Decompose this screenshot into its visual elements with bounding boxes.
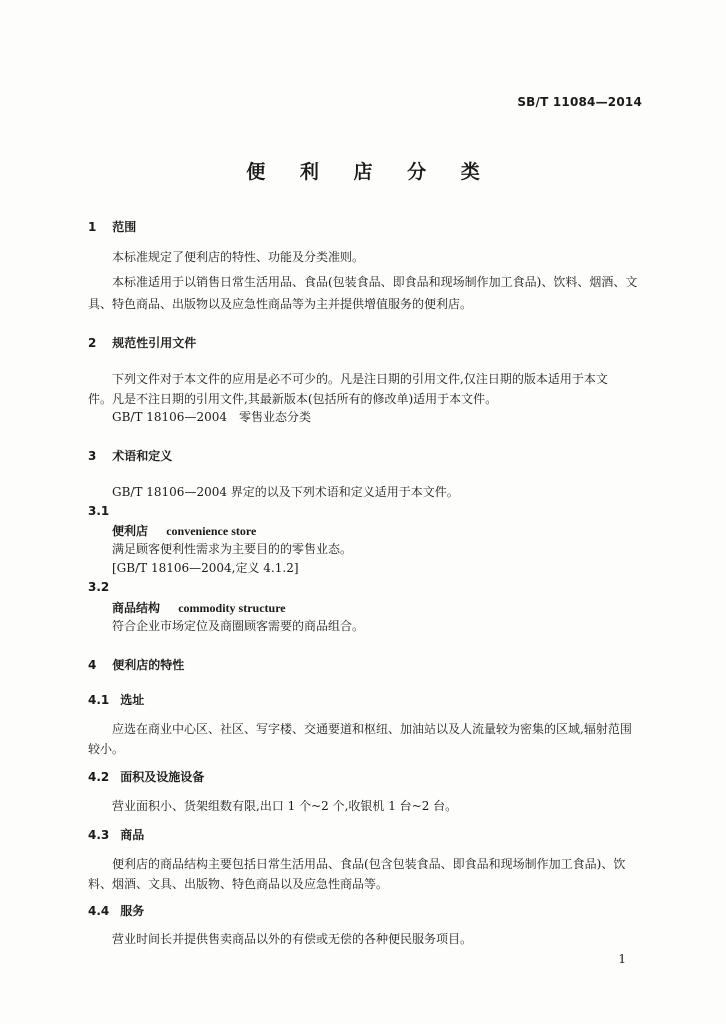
- section-title: 规范性引用文件: [112, 336, 197, 350]
- subsection-number: 4.4: [88, 904, 110, 918]
- section-3-heading: [88, 447, 172, 464]
- paragraph: 营业时间长并提供售卖商品以外的有偿或无偿的各种便民服务项目。: [112, 932, 473, 946]
- section-number: 2: [88, 336, 97, 350]
- document-title: 便 利 店 分 类: [246, 161, 494, 183]
- subsection-number: 4.3: [88, 828, 110, 842]
- term-zh: 便利店: [112, 524, 149, 538]
- paragraph: 便利店的商品结构主要包括日常生活用品、食品(包含包装食品、即食品和现场制作加工食品)、饮: [112, 857, 626, 871]
- section-4-heading: [88, 656, 184, 673]
- normative-reference: GB/T 18106—2004 零售业态分类: [112, 410, 311, 424]
- paragraph: 应选在商业中心区、社区、写字楼、交通要道和枢纽、加油站以及人流量较为密集的区域,辐射范围: [112, 722, 632, 736]
- section-number: 1: [88, 220, 97, 234]
- section-title: 术语和定义: [112, 449, 173, 463]
- paragraph: 下列文件对于本文件的应用是必不可少的。凡是注日期的引用文件,仅注日期的版本适用于本文: [112, 372, 608, 386]
- subsection-4-1-heading: [88, 691, 144, 708]
- page-number: 1: [618, 952, 626, 966]
- subsection-4-3-heading: [88, 826, 144, 843]
- subsection-number: 4.1: [88, 693, 110, 707]
- paragraph-continuation: 件。凡是不注日期的引用文件,其最新版本(包括所有的修改单)适用于本文件。: [88, 392, 498, 406]
- term-number: 3.2: [88, 580, 110, 594]
- paragraph-continuation: 具、特色商品、出版物以及应急性商品等为主并提供增值服务的便利店。: [88, 297, 473, 311]
- paragraph: GB/T 18106—2004 界定的以及下列术语和定义适用于本文件。: [112, 485, 459, 499]
- term-entry: [112, 522, 256, 539]
- term-en: convenience store: [166, 524, 257, 538]
- subsection-4-2-heading: [88, 768, 204, 785]
- standard-code: SB/T 11084—2014: [517, 95, 642, 109]
- paragraph: 营业面积小、货架组数有限,出口 1 个~2 个,收银机 1 台~2 台。: [112, 799, 458, 813]
- term-zh: 商品结构: [112, 601, 161, 615]
- subsection-number: 4.2: [88, 770, 110, 784]
- term-en: commodity structure: [178, 601, 286, 615]
- paragraph-continuation: 料、烟酒、文具、出版物、特色商品以及应急性商品等。: [88, 877, 389, 891]
- section-title: 便利店的特性: [112, 658, 185, 672]
- section-2-heading: [88, 334, 196, 351]
- section-number: 4: [88, 658, 97, 672]
- term-number: 3.1: [88, 504, 110, 518]
- subsection-title: 面积及设施设备: [120, 770, 205, 784]
- term-entry: [112, 599, 286, 616]
- section-number: 3: [88, 449, 97, 463]
- paragraph: 本标准适用于以销售日常生活用品、食品(包装食品、即食品和现场制作加工食品)、饮料、烟酒、文: [112, 275, 638, 289]
- paragraph: 本标准规定了便利店的特性、功能及分类准则。: [112, 250, 365, 264]
- subsection-title: 服务: [120, 904, 145, 918]
- subsection-title: 商品: [120, 828, 145, 842]
- subsection-4-4-heading: [88, 902, 144, 919]
- paragraph-continuation: 较小。: [88, 742, 125, 756]
- subsection-title: 选址: [120, 693, 145, 707]
- term-definition: 符合企业市场定位及商圈顾客需要的商品组合。: [112, 619, 365, 633]
- section-title: 范围: [112, 220, 137, 234]
- section-1-heading: [88, 218, 136, 235]
- term-definition: 满足顾客便利性需求为主要目的的零售业态。: [112, 542, 353, 556]
- term-source: [GB/T 18106—2004,定义 4.1.2]: [112, 561, 299, 575]
